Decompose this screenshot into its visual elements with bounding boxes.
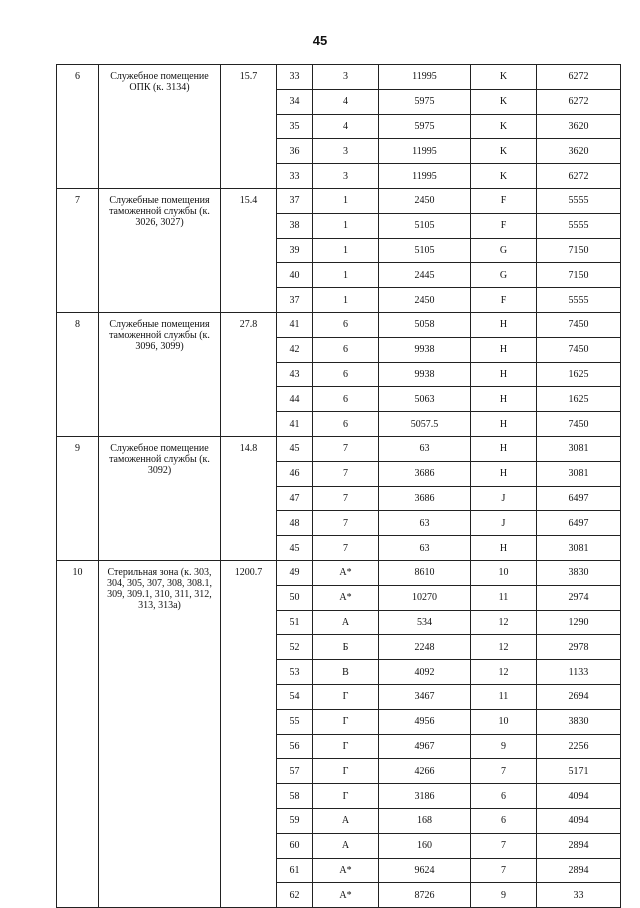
height-cell: 2445	[379, 263, 471, 288]
point-type-cell: Г	[313, 784, 379, 809]
point-type-cell: Г	[313, 734, 379, 759]
height-cell: 8726	[379, 883, 471, 908]
category-cell: K	[471, 89, 537, 114]
height-cell: 4967	[379, 734, 471, 759]
point-type-cell: 3	[313, 139, 379, 164]
distance-cell: 1290	[537, 610, 621, 635]
height-cell: 5105	[379, 213, 471, 238]
height-cell: 2450	[379, 288, 471, 313]
category-cell: 7	[471, 858, 537, 883]
distance-cell: 1625	[537, 362, 621, 387]
point-number-cell: 40	[277, 263, 313, 288]
zone-name-cell: Служебное помещение ОПК (к. 3134)	[99, 65, 221, 189]
height-cell: 8610	[379, 560, 471, 585]
distance-cell: 2694	[537, 684, 621, 709]
height-cell: 534	[379, 610, 471, 635]
point-type-cell: В	[313, 660, 379, 685]
distance-cell: 6272	[537, 65, 621, 90]
height-cell: 3686	[379, 461, 471, 486]
height-cell: 10270	[379, 585, 471, 610]
point-number-cell: 50	[277, 585, 313, 610]
category-cell: 12	[471, 635, 537, 660]
distance-cell: 5555	[537, 288, 621, 313]
zone-number-cell: 6	[57, 65, 99, 189]
point-type-cell: 6	[313, 412, 379, 437]
distance-cell: 5555	[537, 213, 621, 238]
point-type-cell: 1	[313, 213, 379, 238]
distance-cell: 1625	[537, 387, 621, 412]
distance-cell: 3081	[537, 536, 621, 561]
distance-cell: 5171	[537, 759, 621, 784]
distance-cell: 4094	[537, 784, 621, 809]
point-type-cell: Г	[313, 759, 379, 784]
point-type-cell: 4	[313, 114, 379, 139]
zone-name-cell: Стерильная зона (к. 303, 304, 305, 307, 308, 308.1, 309, 309.1, 310, 311, 312, 313, 313а)	[99, 560, 221, 907]
point-type-cell: 4	[313, 89, 379, 114]
height-cell: 2248	[379, 635, 471, 660]
point-number-cell: 53	[277, 660, 313, 685]
distance-cell: 2256	[537, 734, 621, 759]
point-type-cell: 6	[313, 312, 379, 337]
table-row	[57, 188, 621, 213]
category-cell: 9	[471, 883, 537, 908]
zone-name-cell: Служебные помещения таможенной службы (к. 3096, 3099)	[99, 312, 221, 436]
point-number-cell: 54	[277, 684, 313, 709]
point-number-cell: 61	[277, 858, 313, 883]
zone-number-cell: 8	[57, 312, 99, 436]
distance-cell: 6497	[537, 511, 621, 536]
distance-cell: 4094	[537, 808, 621, 833]
height-cell: 63	[379, 436, 471, 461]
point-number-cell: 33	[277, 65, 313, 90]
point-number-cell: 48	[277, 511, 313, 536]
point-number-cell: 36	[277, 139, 313, 164]
distance-cell: 7450	[537, 412, 621, 437]
point-number-cell: 41	[277, 412, 313, 437]
point-type-cell: А	[313, 808, 379, 833]
point-number-cell: 42	[277, 337, 313, 362]
category-cell: H	[471, 337, 537, 362]
point-number-cell: 45	[277, 436, 313, 461]
point-number-cell: 52	[277, 635, 313, 660]
point-number-cell: 51	[277, 610, 313, 635]
height-cell: 3186	[379, 784, 471, 809]
point-type-cell: 3	[313, 65, 379, 90]
height-cell: 5058	[379, 312, 471, 337]
category-cell: H	[471, 362, 537, 387]
height-cell: 4956	[379, 709, 471, 734]
distance-cell: 1133	[537, 660, 621, 685]
category-cell: F	[471, 188, 537, 213]
table-row	[57, 312, 621, 337]
zone-number-cell: 9	[57, 436, 99, 560]
category-cell: 11	[471, 585, 537, 610]
category-cell: F	[471, 213, 537, 238]
point-number-cell: 62	[277, 883, 313, 908]
point-number-cell: 45	[277, 536, 313, 561]
category-cell: 12	[471, 660, 537, 685]
height-cell: 4092	[379, 660, 471, 685]
point-type-cell: 6	[313, 337, 379, 362]
height-cell: 2450	[379, 188, 471, 213]
height-cell: 9938	[379, 337, 471, 362]
distance-cell: 5555	[537, 188, 621, 213]
table-row	[57, 436, 621, 461]
point-type-cell: 6	[313, 362, 379, 387]
zone-name-cell: Служебное помещение таможенной службы (к. 3092)	[99, 436, 221, 560]
point-number-cell: 39	[277, 238, 313, 263]
page-number: 45	[312, 33, 328, 48]
distance-cell: 3620	[537, 114, 621, 139]
distance-cell: 3081	[537, 436, 621, 461]
category-cell: 12	[471, 610, 537, 635]
point-number-cell: 33	[277, 164, 313, 189]
point-number-cell: 37	[277, 288, 313, 313]
distance-cell: 6272	[537, 89, 621, 114]
height-cell: 63	[379, 511, 471, 536]
category-cell: 6	[471, 784, 537, 809]
height-cell: 9938	[379, 362, 471, 387]
category-cell: J	[471, 511, 537, 536]
point-type-cell: А	[313, 610, 379, 635]
point-type-cell: А*	[313, 858, 379, 883]
zone-name-cell: Служебные помещения таможенной службы (к. 3026, 3027)	[99, 188, 221, 312]
category-cell: K	[471, 139, 537, 164]
category-cell: K	[471, 65, 537, 90]
point-number-cell: 35	[277, 114, 313, 139]
distance-cell: 7450	[537, 312, 621, 337]
category-cell: 7	[471, 833, 537, 858]
category-cell: H	[471, 536, 537, 561]
point-number-cell: 34	[277, 89, 313, 114]
height-cell: 168	[379, 808, 471, 833]
distance-cell: 6272	[537, 164, 621, 189]
point-type-cell: 7	[313, 536, 379, 561]
distance-cell: 3830	[537, 560, 621, 585]
height-cell: 4266	[379, 759, 471, 784]
height-cell: 5105	[379, 238, 471, 263]
point-type-cell: 1	[313, 263, 379, 288]
point-number-cell: 37	[277, 188, 313, 213]
point-number-cell: 38	[277, 213, 313, 238]
point-type-cell: Г	[313, 709, 379, 734]
point-type-cell: 6	[313, 387, 379, 412]
point-number-cell: 46	[277, 461, 313, 486]
point-type-cell: 1	[313, 288, 379, 313]
table-row	[57, 560, 621, 585]
category-cell: K	[471, 114, 537, 139]
point-type-cell: А*	[313, 585, 379, 610]
distance-cell: 7150	[537, 238, 621, 263]
category-cell: 9	[471, 734, 537, 759]
point-number-cell: 41	[277, 312, 313, 337]
category-cell: H	[471, 412, 537, 437]
category-cell: 11	[471, 684, 537, 709]
point-number-cell: 43	[277, 362, 313, 387]
point-number-cell: 55	[277, 709, 313, 734]
table-body	[57, 65, 621, 908]
height-cell: 5063	[379, 387, 471, 412]
zone-area-cell: 15.4	[221, 188, 277, 312]
category-cell: 10	[471, 560, 537, 585]
distance-cell: 3830	[537, 709, 621, 734]
height-cell: 3467	[379, 684, 471, 709]
category-cell: H	[471, 312, 537, 337]
distance-cell: 3620	[537, 139, 621, 164]
zone-area-cell: 27.8	[221, 312, 277, 436]
height-cell: 5975	[379, 89, 471, 114]
point-type-cell: 7	[313, 461, 379, 486]
height-cell: 11995	[379, 139, 471, 164]
distance-cell: 3081	[537, 461, 621, 486]
point-number-cell: 47	[277, 486, 313, 511]
category-cell: K	[471, 164, 537, 189]
category-cell: 10	[471, 709, 537, 734]
point-type-cell: 3	[313, 164, 379, 189]
category-cell: G	[471, 263, 537, 288]
point-number-cell: 60	[277, 833, 313, 858]
zone-number-cell: 10	[57, 560, 99, 907]
point-type-cell: Б	[313, 635, 379, 660]
point-type-cell: 7	[313, 511, 379, 536]
category-cell: 7	[471, 759, 537, 784]
distance-cell: 2978	[537, 635, 621, 660]
height-cell: 160	[379, 833, 471, 858]
point-number-cell: 49	[277, 560, 313, 585]
height-cell: 3686	[379, 486, 471, 511]
distance-cell: 2894	[537, 858, 621, 883]
zone-area-cell: 1200.7	[221, 560, 277, 907]
point-number-cell: 56	[277, 734, 313, 759]
category-cell: H	[471, 436, 537, 461]
point-number-cell: 58	[277, 784, 313, 809]
point-number-cell: 57	[277, 759, 313, 784]
category-cell: 6	[471, 808, 537, 833]
height-cell: 63	[379, 536, 471, 561]
category-cell: H	[471, 461, 537, 486]
distance-cell: 2974	[537, 585, 621, 610]
category-cell: F	[471, 288, 537, 313]
height-cell: 5975	[379, 114, 471, 139]
category-cell: G	[471, 238, 537, 263]
table-row	[57, 65, 621, 90]
distance-cell: 7450	[537, 337, 621, 362]
point-type-cell: 7	[313, 486, 379, 511]
height-cell: 5057.5	[379, 412, 471, 437]
point-type-cell: 7	[313, 436, 379, 461]
category-cell: J	[471, 486, 537, 511]
zone-number-cell: 7	[57, 188, 99, 312]
point-type-cell: Г	[313, 684, 379, 709]
zone-area-cell: 14.8	[221, 436, 277, 560]
point-type-cell: 1	[313, 238, 379, 263]
point-type-cell: А	[313, 833, 379, 858]
point-type-cell: А*	[313, 883, 379, 908]
point-type-cell: А*	[313, 560, 379, 585]
distance-cell: 7150	[537, 263, 621, 288]
coordinates-table	[56, 64, 621, 908]
height-cell: 11995	[379, 164, 471, 189]
category-cell: H	[471, 387, 537, 412]
point-number-cell: 44	[277, 387, 313, 412]
distance-cell: 6497	[537, 486, 621, 511]
height-cell: 9624	[379, 858, 471, 883]
point-number-cell: 59	[277, 808, 313, 833]
distance-cell: 2894	[537, 833, 621, 858]
zone-area-cell: 15.7	[221, 65, 277, 189]
distance-cell: 33	[537, 883, 621, 908]
point-type-cell: 1	[313, 188, 379, 213]
height-cell: 11995	[379, 65, 471, 90]
